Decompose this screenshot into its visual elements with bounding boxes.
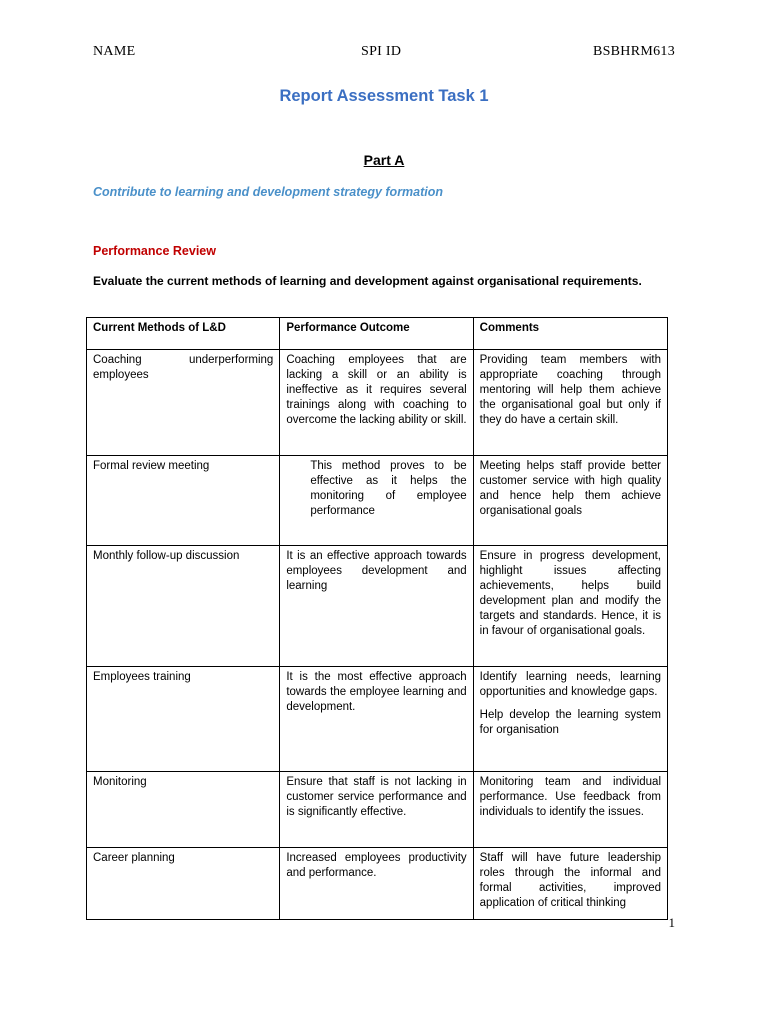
- outcome-cell: Ensure that staff is not lacking in customer service performance and is significantly effective.: [280, 772, 473, 848]
- comment-cell: Monitoring team and individual performance. Use feedback from individuals to identify the issues.: [473, 772, 667, 848]
- comment-cell: Meeting helps staff provide better customer service with high quality and hence help them achieve organisational goals: [473, 456, 667, 546]
- comment-cell: Providing team members with appropriate coaching through mentoring will help them achieve the organisational goal but only if they do have a certain skill.: [473, 350, 667, 456]
- report-title: Report Assessment Task 1: [279, 87, 489, 105]
- outcome-cell: This method proves to be effective as it helps the monitoring of employee performance: [280, 456, 473, 546]
- column-header-comments: Comments: [473, 318, 667, 350]
- method-cell: Employees training: [87, 667, 280, 772]
- page-number: 1: [668, 915, 675, 930]
- outcome-cell: It is the most effective approach towards the employee learning and development.: [280, 667, 473, 772]
- table-row: [87, 667, 668, 772]
- table-row: [87, 546, 668, 667]
- outcome-cell: Coaching employees that are lacking a skill or an ability is ineffective as it requires several trainings along with coaching to overcome the lacking ability or skill.: [280, 350, 473, 456]
- question-text: Evaluate the current methods of learning and development against organisational requirements.: [93, 274, 642, 288]
- evaluation-table: [86, 317, 668, 920]
- table-row: [87, 772, 668, 848]
- comment-paragraph: Help develop the learning system for organisation: [479, 709, 661, 736]
- section-heading: Performance Review: [93, 244, 216, 258]
- column-header-outcome: Performance Outcome: [280, 318, 473, 350]
- header-course-code: BSBHRM613: [592, 44, 675, 59]
- table-row: [87, 456, 668, 546]
- part-heading: Part A: [363, 152, 405, 168]
- method-cell: Monitoring: [87, 772, 280, 848]
- table-row: [87, 350, 668, 456]
- header-name: NAME: [93, 44, 136, 59]
- comment-paragraph: Identify learning needs, learning opportunities and knowledge gaps.: [479, 671, 661, 698]
- comment-cell: Staff will have future leadership roles through the informal and formal activities, improved application of critical thinking: [473, 848, 667, 920]
- method-cell: Coaching underperforming employees: [87, 350, 280, 456]
- part-subtitle: Contribute to learning and development strategy formation: [93, 185, 444, 199]
- method-cell: Monthly follow-up discussion: [87, 546, 280, 667]
- method-cell: Career planning: [87, 848, 280, 920]
- comment-cell: [473, 667, 667, 772]
- header-spi-id: SPI ID: [361, 44, 402, 59]
- comment-cell: Ensure in progress development, highlight issues affecting achievements, helps build development plan and modify the targets and standards. Hence, it is in favour of organisational goals.: [473, 546, 667, 667]
- outcome-cell: It is an effective approach towards employees development and learning: [280, 546, 473, 667]
- column-header-method: Current Methods of L&D: [87, 318, 280, 350]
- method-cell: Formal review meeting: [87, 456, 280, 546]
- table-row: [87, 848, 668, 920]
- table-header-row: [87, 318, 668, 350]
- outcome-cell: Increased employees productivity and performance.: [280, 848, 473, 920]
